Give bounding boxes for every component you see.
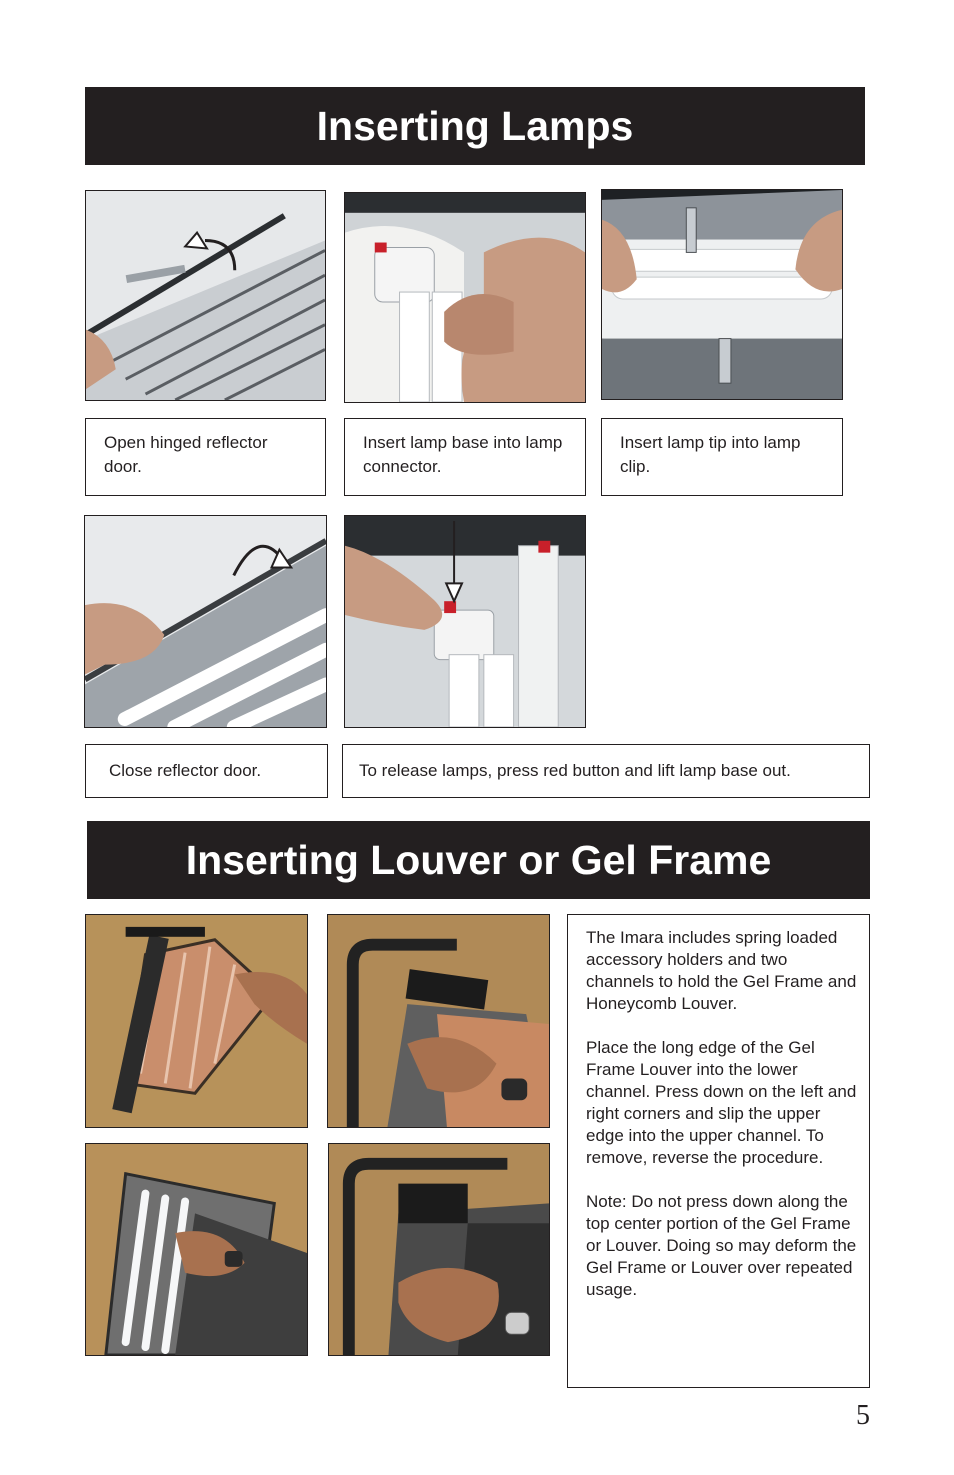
- photo-insert-lamp-base: [344, 192, 586, 403]
- caption-close-reflector-door: Close reflector door.: [85, 744, 328, 798]
- louver-paragraph-3: Note: Do not press down along the top center portion of the Gel Frame or Louver. Doing so may deform the Gel Frame or Louver over repeated usage.: [586, 1192, 857, 1299]
- section-title-inserting-louver: Inserting Louver or Gel Frame: [87, 821, 870, 899]
- photo-louver-step-2: [327, 914, 550, 1128]
- photo-insert-lamp-tip: [601, 189, 843, 400]
- photo-louver-step-3: [85, 1143, 308, 1356]
- louver-paragraph-2: Place the long edge of the Gel Frame Louver into the lower channel. Press down on the left and right corners and slip the upper edge into the upper channel. To remove, reverse the procedure.: [586, 1038, 857, 1167]
- caption-insert-lamp-tip: Insert lamp tip into lamp clip.: [601, 418, 843, 496]
- photo-open-reflector-door: [85, 190, 326, 401]
- caption-insert-lamp-base: Insert lamp base into lamp connector.: [344, 418, 586, 496]
- photo-louver-step-4: [328, 1143, 550, 1356]
- section-title-inserting-lamps: Inserting Lamps: [85, 87, 865, 165]
- louver-paragraph-1: The Imara includes spring loaded accessory holders and two channels to hold the Gel Frame and Honeycomb Louver.: [586, 928, 857, 1013]
- photo-louver-step-1: [85, 914, 308, 1128]
- caption-release-lamps: To release lamps, press red button and lift lamp base out.: [342, 744, 870, 798]
- caption-open-reflector-door: Open hinged reflector door.: [85, 418, 326, 496]
- photo-close-reflector-door: [84, 515, 327, 728]
- page-number: 5: [856, 1400, 870, 1431]
- photo-release-lamp: [344, 515, 586, 728]
- louver-instructions: [567, 914, 870, 1388]
